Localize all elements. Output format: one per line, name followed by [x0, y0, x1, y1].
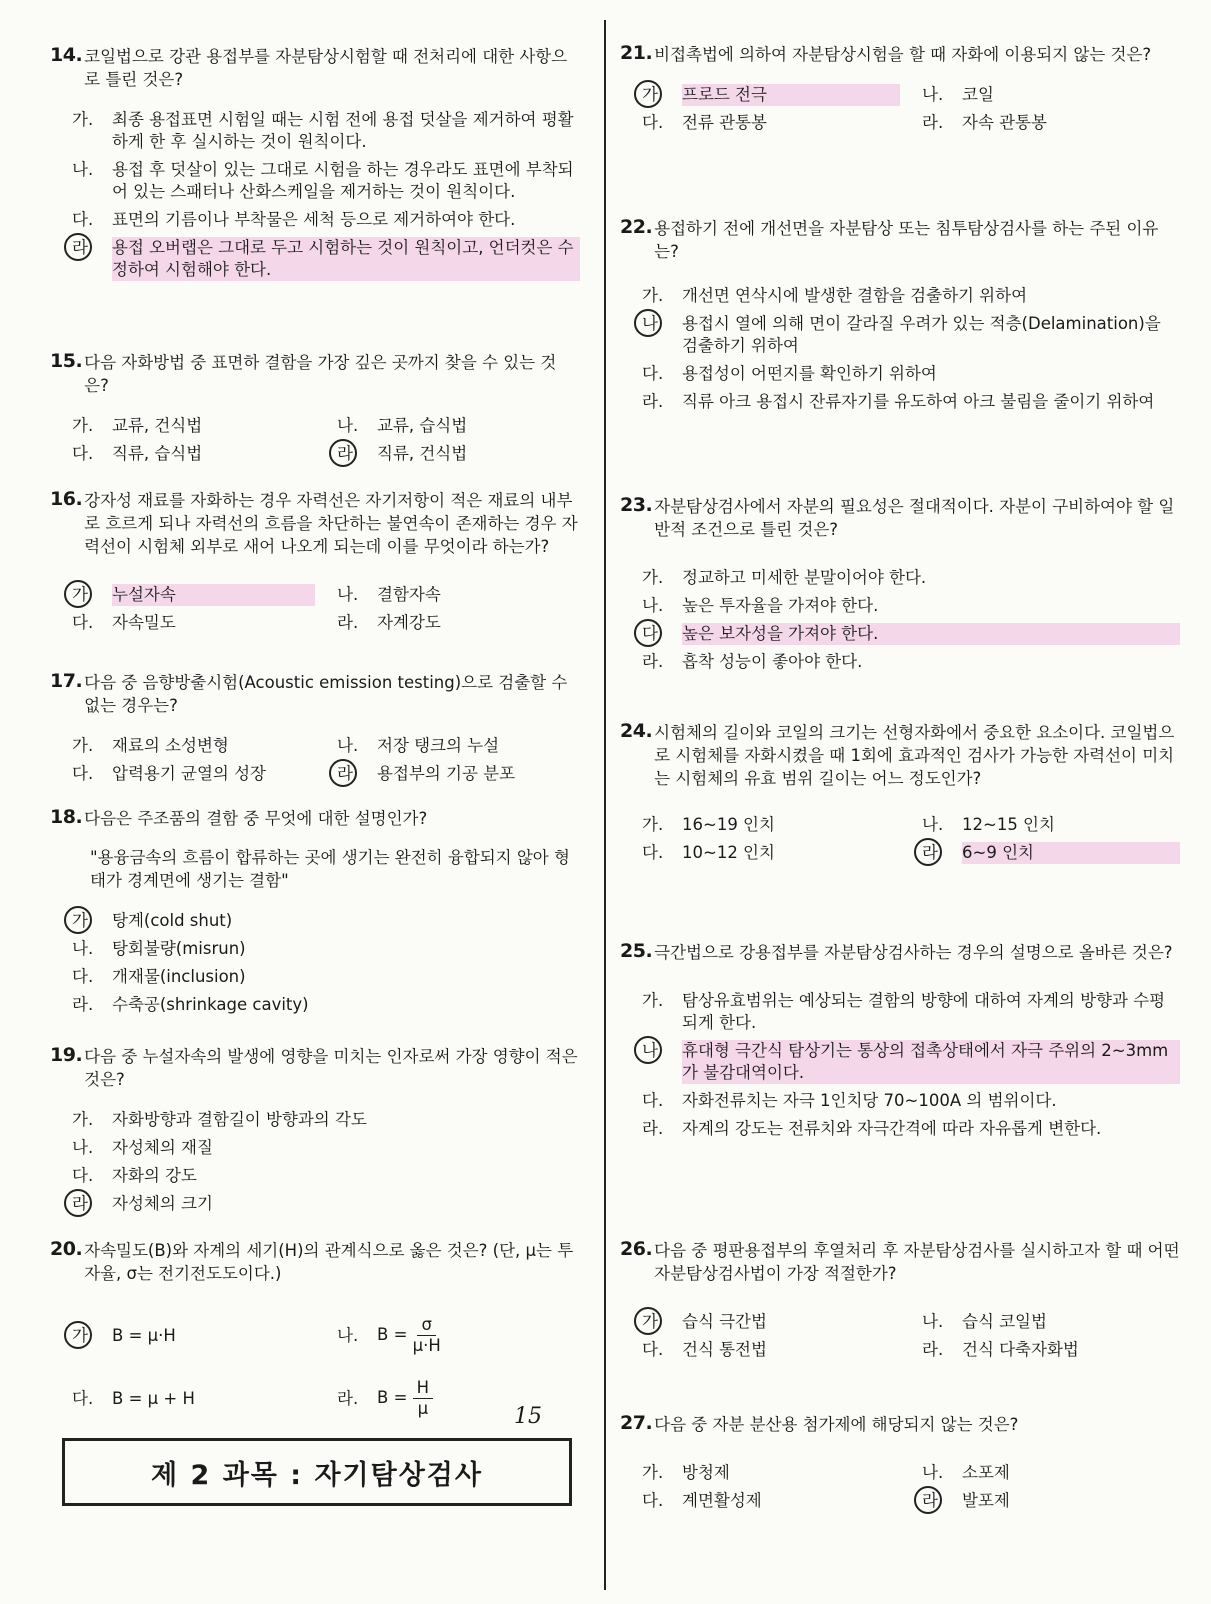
answer-circle: 라: [900, 842, 962, 864]
option-ra-selected[interactable]: 라 6~9 인치: [900, 842, 1180, 864]
question-18: [50, 806, 580, 1022]
option-ra[interactable]: 라. 자계의 강도는 전류치와 자극간격에 따라 자유롭게 변한다.: [642, 1119, 1102, 1138]
option-ra[interactable]: 라. 직류 아크 용접시 잔류자기를 유도하여 아크 불림을 줄이기 위하여: [642, 392, 1155, 411]
option-na[interactable]: 나. 높은 투자율을 가져야 한다.: [642, 596, 879, 615]
answer-circle: 라: [315, 443, 377, 465]
option-ga[interactable]: 가. 재료의 소성변형: [72, 736, 229, 755]
option-ra[interactable]: 라. 자속 관통봉: [922, 113, 1047, 132]
option-ra-selected[interactable]: 라 직류, 건식법: [315, 443, 580, 465]
question-text: 극간법으로 강용접부를 자분탐상검사하는 경우의 설명으로 올바른 것은?: [654, 943, 1173, 962]
option-ra[interactable]: 라. 자계강도: [337, 613, 441, 632]
option-ga-selected[interactable]: 가 프로드 전극: [620, 84, 900, 106]
option-da[interactable]: 다. B = μ + H: [72, 1388, 195, 1408]
option-na[interactable]: 나. B = $\frac{\sigma}{\mu\cdot H}$: [337, 1315, 441, 1355]
option-da[interactable]: 다. 계면활성제: [642, 1491, 762, 1510]
question-number: 15.: [50, 350, 83, 372]
answer-circle: 라: [900, 1490, 962, 1512]
question-text: 강자성 재료를 자화하는 경우 자력선은 자기저항이 적은 재료의 내부로 흐르게 되나 자력선의 흐름을 차단하는 불연속이 존재하는 경우 자력선이 시험체 외부로 새어 나오게 되는데 이를 무엇이라 하는가?: [84, 491, 578, 556]
question-27: [620, 1412, 1180, 1512]
option-ra-selected[interactable]: 라 발포제: [900, 1490, 1180, 1512]
question-16: [50, 488, 580, 634]
question-number: 16.: [50, 488, 83, 510]
option-ga-selected[interactable]: 가 B = μ·H: [50, 1325, 315, 1347]
question-14: [50, 44, 580, 287]
question-21: [620, 42, 1180, 134]
question-number: 19.: [50, 1044, 83, 1066]
fraction: $\frac{\sigma}{\mu\cdot H}$: [412, 1315, 441, 1355]
question-text: 다음 중 평판용접부의 후열처리 후 자분탐상검사를 실시하고자 할 때 어떤 자분탐상검사법이 가장 적절한가?: [654, 1241, 1180, 1283]
option-da[interactable]: 다. 개재물(inclusion): [72, 967, 246, 986]
option-ga-selected[interactable]: 가 습식 극간법: [620, 1311, 900, 1333]
option-da[interactable]: 다. 표면의 기름이나 부착물은 세척 등으로 제거하여야 한다.: [72, 210, 516, 229]
answer-circle: 가: [50, 584, 112, 606]
option-da[interactable]: 다. 건식 통전법: [642, 1340, 767, 1359]
option-na[interactable]: 나. 결함자속: [337, 585, 441, 604]
option-na[interactable]: 나. 자성체의 재질: [72, 1138, 213, 1157]
question-17: [50, 670, 580, 785]
option-ga-selected[interactable]: 가 누설자속: [50, 584, 315, 606]
option-ra[interactable]: 라. 흡착 성능이 좋아야 한다.: [642, 652, 863, 671]
option-ra-selected[interactable]: 라 용접 오버랩은 그대로 두고 시험하는 것이 원칙이고, 언더컷은 수정하여 시험해야 한다.: [50, 237, 580, 281]
question-19: [50, 1044, 580, 1221]
option-ga-selected[interactable]: 가 탕계(cold shut): [50, 910, 580, 932]
answer-circle: 나: [620, 1040, 682, 1084]
option-na[interactable]: 나. 저장 탱크의 누설: [337, 736, 500, 755]
question-number: 22.: [620, 216, 653, 238]
question-15: [50, 350, 580, 465]
option-da[interactable]: 다. 직류, 습식법: [72, 444, 203, 463]
option-da[interactable]: 다. 자속밀도: [72, 613, 176, 632]
question-text: 코일법으로 강관 용접부를 자분탐상시험할 때 전처리에 대한 사항으로 틀린 것은?: [84, 47, 568, 89]
column-divider: [604, 20, 606, 1590]
quoted-description: "용융금속의 흐름이 합류하는 곳에 생기는 완전히 융합되지 않아 형태가 경계면에 생기는 결함": [90, 848, 570, 890]
question-26: [620, 1238, 1180, 1361]
question-text: 다음은 주조품의 결함 중 무엇에 대한 설명인가?: [84, 809, 428, 828]
option-na[interactable]: 나. 습식 코일법: [922, 1312, 1047, 1331]
answer-circle: 가: [620, 1311, 682, 1333]
option-ga[interactable]: 가. 최종 용접표면 시험일 때는 시험 전에 용접 덧살을 제거하여 평활하게 한 후 실시하는 것이 원칙이다.: [72, 110, 574, 151]
option-na-selected[interactable]: 나 용접시 열에 의해 면이 갈라질 우려가 있는 적층(Delamination)을 검출하기 위하여: [620, 313, 1180, 357]
question-text: 다음 중 자분 분산용 첨가제에 해당되지 않는 것은?: [654, 1415, 1019, 1434]
question-text: 자분탐상검사에서 자분의 필요성은 절대적이다. 자분이 구비하여야 할 일반적 조건으로 틀린 것은?: [654, 497, 1175, 539]
option-ra[interactable]: 라. 수축공(shrinkage cavity): [72, 995, 309, 1014]
option-da[interactable]: 다. 용접성이 어떤지를 확인하기 위하여: [642, 364, 937, 383]
question-number: 27.: [620, 1412, 653, 1434]
option-da[interactable]: 다. 전류 관통봉: [642, 113, 767, 132]
question-text: 다음 자화방법 중 표면하 결함을 가장 깊은 곳까지 찾을 수 있는 것은?: [84, 353, 557, 395]
option-na[interactable]: 나. 소포제: [922, 1463, 1010, 1482]
option-na[interactable]: 나. 교류, 습식법: [337, 416, 468, 435]
question-24: [620, 720, 1180, 864]
answer-circle: 라: [315, 763, 377, 785]
question-23: [620, 494, 1180, 679]
section-title-box: 제 2 과목 : 자기탐상검사: [62, 1438, 572, 1506]
option-ga[interactable]: 가. 탐상유효범위는 예상되는 결함의 방향에 대하여 자계의 방향과 수평되게 한다.: [642, 991, 1166, 1032]
option-na[interactable]: 나. 12~15 인치: [922, 815, 1055, 834]
question-number: 23.: [620, 494, 653, 516]
question-text: 시험체의 길이와 코일의 크기는 선형자화에서 중요한 요소이다. 코일법으로 시험체를 자화시켰을 때 1회에 효과적인 검사가 가능한 자력선이 미치는 시험체의 유효 범위 길이는 어느 정도인가?: [654, 723, 1175, 788]
question-text: 비접촉법에 의하여 자분탐상시험을 할 때 자화에 이용되지 않는 것은?: [654, 45, 1152, 64]
option-ra-selected[interactable]: 라 용접부의 기공 분포: [315, 763, 580, 785]
question-number: 17.: [50, 670, 83, 692]
option-na[interactable]: 나. 코일: [922, 85, 994, 104]
option-ra[interactable]: 라. 건식 다축자화법: [922, 1340, 1079, 1359]
option-da[interactable]: 다. 압력용기 균열의 성장: [72, 764, 266, 783]
question-25: [620, 940, 1180, 1146]
question-22: [620, 216, 1180, 419]
answer-circle: 나: [620, 313, 682, 357]
fraction: $\frac{H}{\mu}$: [413, 1378, 433, 1419]
option-ra-selected[interactable]: 라 자성체의 크기: [50, 1193, 580, 1215]
option-ga[interactable]: 가. 개선면 연삭시에 발생한 결함을 검출하기 위하여: [642, 286, 1028, 305]
question-text: 자속밀도(B)와 자계의 세기(H)의 관계식으로 옳은 것은? (단, μ는 투자율, σ는 전기전도도이다.): [84, 1241, 574, 1283]
question-number: 25.: [620, 940, 653, 962]
question-number: 20.: [50, 1238, 83, 1260]
question-20: [50, 1238, 580, 1419]
option-na[interactable]: 나. 탕회불량(misrun): [72, 939, 246, 958]
question-number: 14.: [50, 44, 83, 66]
option-ra[interactable]: 라. B = $\frac{H}{\mu}$: [315, 1378, 580, 1419]
option-ga[interactable]: 가. 정교하고 미세한 분말이어야 한다.: [642, 568, 927, 587]
answer-circle: 가: [620, 84, 682, 106]
question-number: 18.: [50, 806, 83, 828]
answer-circle: 다: [620, 623, 682, 645]
option-ga[interactable]: 가. 16~19 인치: [642, 815, 775, 834]
question-number: 24.: [620, 720, 653, 742]
option-ga[interactable]: 가. 자화방향과 결함길이 방향과의 각도: [72, 1110, 367, 1129]
option-na[interactable]: 나. 용접 후 덧살이 있는 그대로 시험을 하는 경우라도 표면에 부착되어 있는 스패터나 산화스케일을 제거하는 것이 원칙이다.: [72, 160, 574, 201]
question-number: 26.: [620, 1238, 653, 1260]
option-na-selected[interactable]: 나 휴대형 극간식 탐상기는 통상의 접촉상태에서 자극 주위의 2~3mm 가 불감대역이다.: [620, 1040, 1180, 1084]
question-text: 용접하기 전에 개선면을 자분탐상 또는 침투탐상검사를 하는 주된 이유는?: [654, 219, 1159, 261]
option-ga[interactable]: 가. 교류, 건식법: [72, 416, 203, 435]
question-number: 21.: [620, 42, 653, 64]
option-da[interactable]: 다. 10~12 인치: [642, 843, 775, 862]
option-da-selected[interactable]: 다 높은 보자성을 가져야 한다.: [620, 623, 1180, 645]
handwritten-page-number: 15: [514, 1404, 542, 1429]
answer-circle: 가: [50, 910, 112, 932]
option-ga[interactable]: 가. 방청제: [642, 1463, 730, 1482]
question-text: 다음 중 누설자속의 발생에 영향을 미치는 인자로써 가장 영향이 적은 것은?: [84, 1047, 578, 1089]
answer-circle: 라: [50, 237, 112, 281]
answer-circle: 가: [50, 1325, 112, 1347]
option-da[interactable]: 다. 자화의 강도: [72, 1166, 197, 1185]
question-text: 다음 중 음향방출시험(Acoustic emission testing)으로 검출할 수 없는 경우는?: [84, 673, 568, 715]
answer-circle: 라: [50, 1193, 112, 1215]
option-da[interactable]: 다. 자화전류치는 자극 1인치당 70~100A 의 범위이다.: [642, 1091, 1057, 1110]
